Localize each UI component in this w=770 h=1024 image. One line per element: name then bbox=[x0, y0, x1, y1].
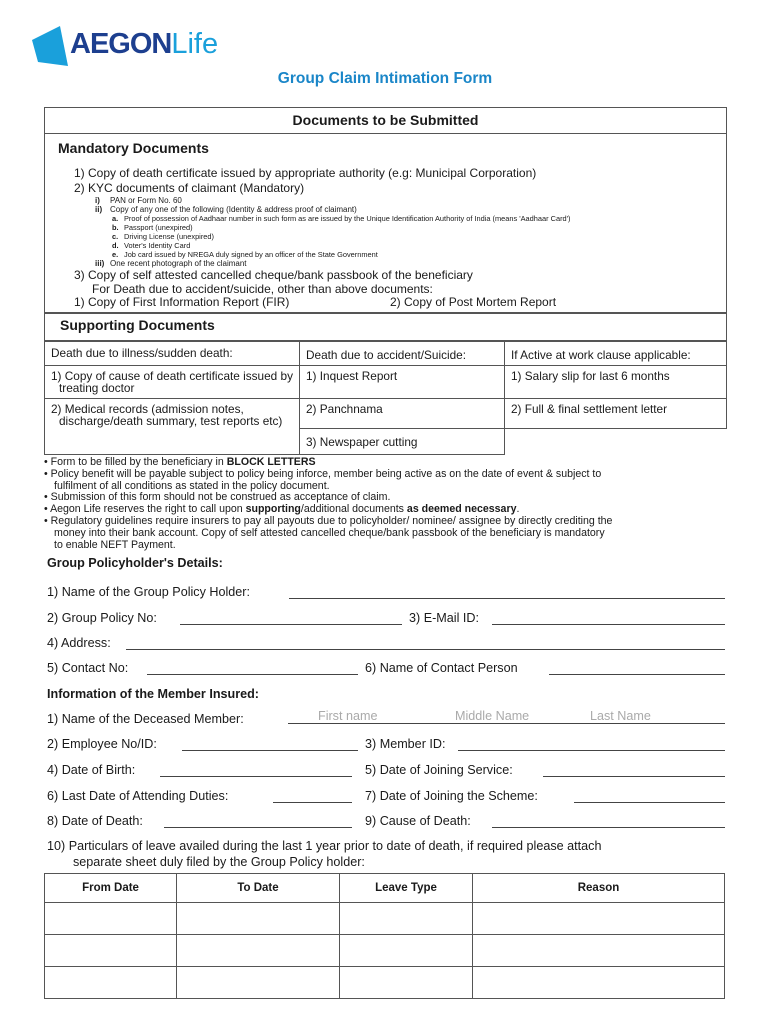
contact-person-label: 6) Name of Contact Person bbox=[365, 661, 518, 675]
note-4: • Aegon Life reserves the right to call upon supporting/additional documents as deemed necessary. bbox=[44, 503, 520, 516]
table-cell[interactable] bbox=[177, 967, 340, 999]
col-header-accident: Death due to accident/Suicide: bbox=[300, 341, 505, 366]
kyc-sub-marker: c. bbox=[112, 232, 119, 241]
deceased-name-field[interactable] bbox=[288, 723, 725, 724]
mandatory-item-2: 2) KYC documents of claimant (Mandatory) bbox=[74, 181, 305, 195]
dob-label: 4) Date of Birth: bbox=[47, 763, 136, 777]
note-5: • Regulatory guidelines require insurers to pay all payouts due to policyholder/ nominee/ assignee by directly crediting the bbox=[44, 514, 613, 527]
table-row bbox=[45, 967, 725, 999]
member-section-title: Information of the Member Insured: bbox=[47, 687, 260, 701]
mandatory-item-1: 1) Copy of death certificate issued by appropriate authority (e.g: Municipal Corporation) bbox=[74, 166, 537, 180]
kyc-sub-marker: a. bbox=[112, 214, 119, 223]
active-support-2: 2) Full & final settlement letter bbox=[505, 399, 727, 429]
note-5-cont: to enable NEFT Payment. bbox=[54, 538, 176, 551]
table-cell[interactable] bbox=[45, 967, 177, 999]
accident-doc-1: 1) Copy of First Information Report (FIR) bbox=[74, 295, 290, 309]
middle-name-placeholder: Middle Name bbox=[455, 709, 530, 723]
active-support-1: 1) Salary slip for last 6 months bbox=[505, 366, 727, 399]
mandatory-documents-title: Mandatory Documents bbox=[58, 140, 209, 156]
member-id-label: 3) Member ID: bbox=[365, 737, 446, 751]
note-3: • Submission of this form should not be construed as acceptance of claim. bbox=[44, 491, 391, 504]
table-cell[interactable] bbox=[473, 967, 725, 999]
kyc-sub-marker: d. bbox=[112, 241, 119, 250]
note-5-cont: money into their bank account. Copy of self attested cancelled cheque/bank passbook of the beneficiary is mandatory bbox=[54, 526, 605, 539]
accident-support-2: 2) Panchnama bbox=[300, 399, 505, 429]
table-cell[interactable] bbox=[45, 903, 177, 935]
joining-service-label: 5) Date of Joining Service: bbox=[365, 763, 513, 777]
date-of-death-field[interactable] bbox=[164, 827, 352, 828]
kyc-sub-item: Proof of possession of Aadhaar number in such form as are issued by the Unique Identification Authority of India (means 'Aadhaar Card') bbox=[124, 214, 571, 223]
table-cell[interactable] bbox=[340, 935, 473, 967]
leave-particulars-label: 10) Particulars of leave availed during the last 1 year prior to date of death, if required please attach bbox=[47, 839, 602, 853]
accident-intro: For Death due to accident/suicide, other than above documents: bbox=[92, 282, 433, 296]
logo-mark-icon bbox=[30, 26, 74, 66]
note-2-cont: fulfilment of all conditions as stated in the policy document. bbox=[54, 479, 330, 492]
accident-doc-2: 2) Copy of Post Mortem Report bbox=[390, 295, 557, 309]
leave-col-from-date: From Date bbox=[45, 874, 177, 903]
employee-no-label: 2) Employee No/ID: bbox=[47, 737, 157, 751]
table-cell[interactable] bbox=[473, 903, 725, 935]
member-id-field[interactable] bbox=[458, 750, 725, 751]
kyc-item: Copy of any one of the following (Identity & address proof of claimant) bbox=[110, 205, 357, 214]
address-label: 4) Address: bbox=[47, 636, 111, 650]
table-cell[interactable] bbox=[340, 903, 473, 935]
kyc-item: PAN or Form No. 60 bbox=[110, 196, 182, 205]
empty-cell bbox=[505, 429, 727, 455]
last-attending-label: 6) Last Date of Attending Duties: bbox=[47, 789, 229, 803]
contact-person-field[interactable] bbox=[549, 674, 725, 675]
date-of-death-label: 8) Date of Death: bbox=[47, 814, 143, 828]
joining-scheme-label: 7) Date of Joining the Scheme: bbox=[365, 789, 538, 803]
mandatory-item-3: 3) Copy of self attested cancelled cheque/bank passbook of the beneficiary bbox=[74, 268, 473, 282]
last-attending-field[interactable] bbox=[273, 802, 352, 803]
form-title: Group Claim Intimation Form bbox=[277, 70, 493, 87]
last-name-placeholder: Last Name bbox=[590, 709, 651, 723]
accident-support-1: 1) Inquest Report bbox=[300, 366, 505, 399]
leave-col-reason: Reason bbox=[473, 874, 725, 903]
policy-holder-name-label: 1) Name of the Group Policy Holder: bbox=[47, 585, 250, 599]
kyc-sub-item: Job card issued by NREGA duly signed by an officer of the State Government bbox=[124, 250, 378, 259]
documents-header: Documents to be Submitted bbox=[45, 108, 726, 134]
address-field[interactable] bbox=[126, 649, 725, 650]
cause-of-death-label: 9) Cause of Death: bbox=[365, 814, 471, 828]
col-header-active: If Active at work clause applicable: bbox=[505, 341, 727, 366]
contact-no-label: 5) Contact No: bbox=[47, 661, 129, 675]
contact-no-field[interactable] bbox=[147, 674, 358, 675]
illness-doc-2: 2) Medical records (admission notes, discharge/death summary, test reports etc) bbox=[45, 399, 300, 455]
aegon-life-logo bbox=[30, 24, 230, 68]
note-1: • Form to be filled by the beneficiary in BLOCK LETTERS bbox=[44, 456, 316, 468]
kyc-marker: ii) bbox=[95, 205, 103, 214]
note-2: • Policy benefit will be payable subject to policy being inforce, member being active as on the date of event & subject to bbox=[44, 467, 602, 480]
employee-no-field[interactable] bbox=[182, 750, 358, 751]
table-cell[interactable] bbox=[45, 935, 177, 967]
policy-holder-name-field[interactable] bbox=[289, 598, 725, 599]
instruction-notes bbox=[44, 457, 744, 551]
supporting-documents-table bbox=[44, 340, 727, 455]
table-row bbox=[45, 935, 725, 967]
kyc-sub-item: Voter's Identity Card bbox=[124, 241, 191, 250]
table-cell[interactable] bbox=[177, 935, 340, 967]
leave-table bbox=[44, 873, 725, 999]
kyc-marker: iii) bbox=[95, 259, 105, 268]
col-header-illness: Death due to illness/sudden death: bbox=[45, 341, 300, 366]
kyc-marker: i) bbox=[95, 196, 100, 205]
email-field[interactable] bbox=[492, 624, 725, 625]
deceased-name-label: 1) Name of the Deceased Member: bbox=[47, 712, 244, 726]
table-cell[interactable] bbox=[340, 967, 473, 999]
group-policy-no-label: 2) Group Policy No: bbox=[47, 611, 157, 625]
kyc-sub-item: Passport (unexpired) bbox=[124, 223, 193, 232]
policyholder-section-title: Group Policyholder's Details: bbox=[47, 556, 223, 570]
illness-doc-1: 1) Copy of cause of death certificate issued by treating doctor bbox=[45, 366, 300, 399]
kyc-sub-marker: b. bbox=[112, 223, 119, 232]
leave-col-to-date: To Date bbox=[177, 874, 340, 903]
email-label: 3) E-Mail ID: bbox=[409, 611, 479, 625]
joining-service-field[interactable] bbox=[543, 776, 725, 777]
supporting-documents-title: Supporting Documents bbox=[60, 317, 215, 333]
dob-field[interactable] bbox=[160, 776, 352, 777]
first-name-placeholder: First name bbox=[318, 709, 378, 723]
leave-particulars-label-cont: separate sheet duly filed by the Group Policy holder: bbox=[73, 855, 365, 869]
table-row bbox=[45, 903, 725, 935]
group-policy-no-field[interactable] bbox=[180, 624, 402, 625]
table-cell[interactable] bbox=[473, 935, 725, 967]
kyc-sub-marker: e. bbox=[112, 250, 119, 259]
kyc-item: One recent photograph of the claimant bbox=[110, 259, 247, 268]
kyc-sub-item: Driving License (unexpired) bbox=[124, 232, 214, 241]
leave-col-leave-type: Leave Type bbox=[340, 874, 473, 903]
logo-wordmark: AEGONLife bbox=[70, 28, 219, 60]
joining-scheme-field[interactable] bbox=[574, 802, 725, 803]
cause-of-death-field[interactable] bbox=[492, 827, 725, 828]
table-cell[interactable] bbox=[177, 903, 340, 935]
accident-support-3: 3) Newspaper cutting bbox=[300, 429, 505, 455]
